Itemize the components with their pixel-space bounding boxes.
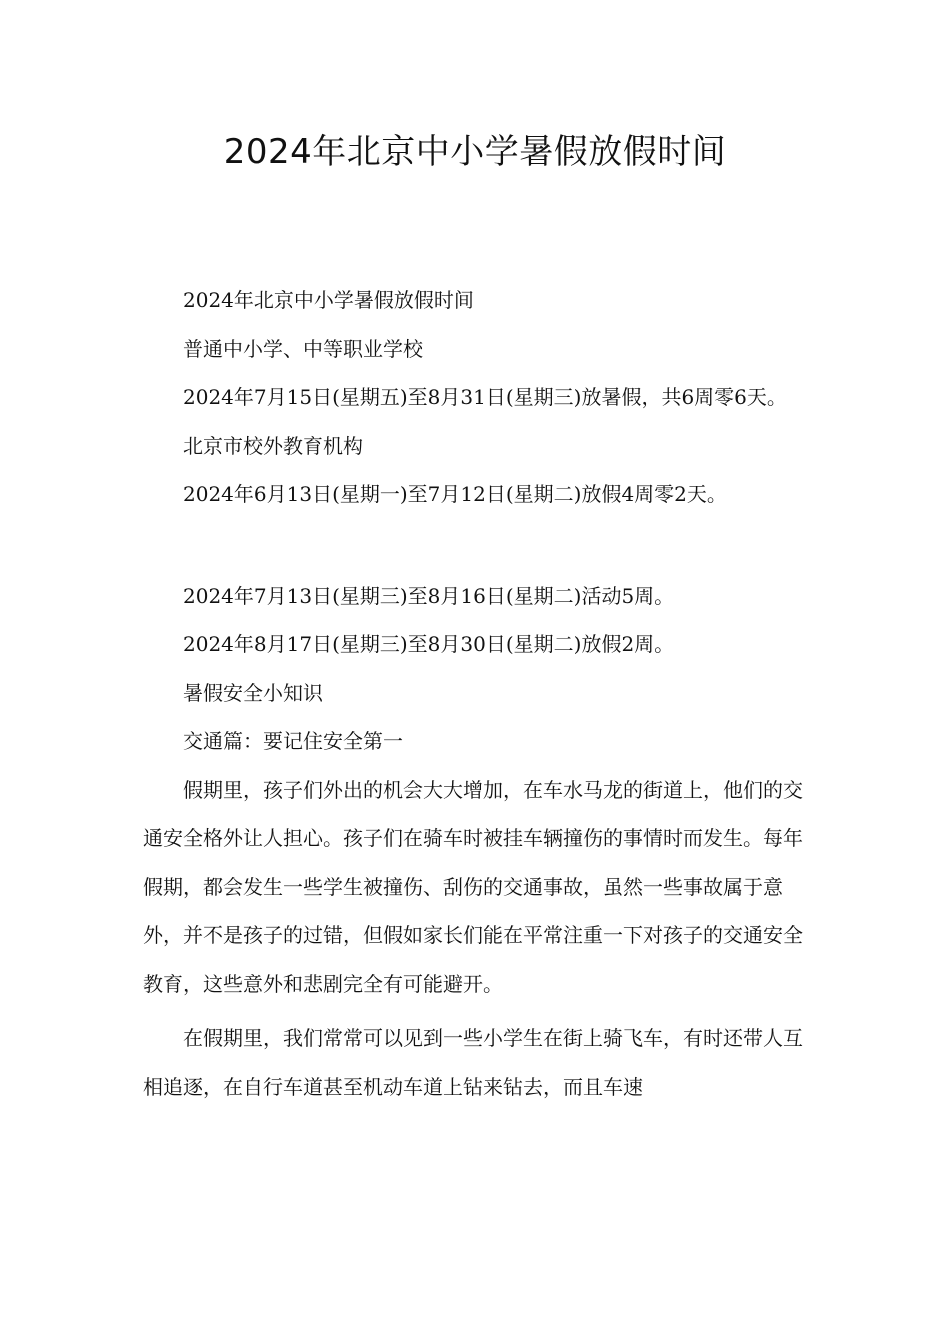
paragraph-spacer xyxy=(143,519,813,572)
paragraph-school-dates: 2024年7月15日(星期五)至8月31日(星期三)放暑假，共6周零6天。 xyxy=(183,385,787,409)
paragraph-traffic-body-1: 假期里，孩子们外出的机会大大增加，在车水马龙的街道上，他们的交通安全格外让人担心。孩子们在骑车时被挂车辆撞伤的事情时而发生。每年假期，都会发生一些学生被撞伤、刮伤的交通事故，虽然一些事故属于意外，并不是孩子的过错，但假如家长们能在平常注重一下对孩子的交通安全教育，这些意外和悲剧完全有可能避开。 xyxy=(143,777,803,996)
document-title: 2024年北京中小学暑假放假时间 xyxy=(223,132,727,172)
paragraph-institution-dates-1: 2024年6月13日(星期一)至7月12日(星期二)放假4周零2天。 xyxy=(183,482,727,506)
document-body xyxy=(143,276,813,1111)
paragraph-institution-dates-2: 2024年7月13日(星期三)至8月16日(星期二)活动5周。 xyxy=(183,583,675,608)
paragraph-institution-dates-3: 2024年8月17日(星期三)至8月30日(星期二)放假2周。 xyxy=(183,632,675,656)
paragraph-institution-type: 北京市校外教育机构 xyxy=(183,433,363,458)
paragraph-heading: 2024年北京中小学暑假放假时间 xyxy=(183,288,474,312)
paragraph-traffic-body-2: 在假期里，我们常常可以见到一些小学生在街上骑飞车，有时还带人互相追逐，在自行车道甚至机动车道上钻来钻去，而且车速 xyxy=(143,1026,803,1099)
paragraph-safety-heading: 暑假安全小知识 xyxy=(183,680,323,705)
paragraph-traffic-heading: 交通篇：要记住安全第一 xyxy=(183,729,403,753)
paragraph-school-type: 普通中小学、中等职业学校 xyxy=(183,336,423,361)
